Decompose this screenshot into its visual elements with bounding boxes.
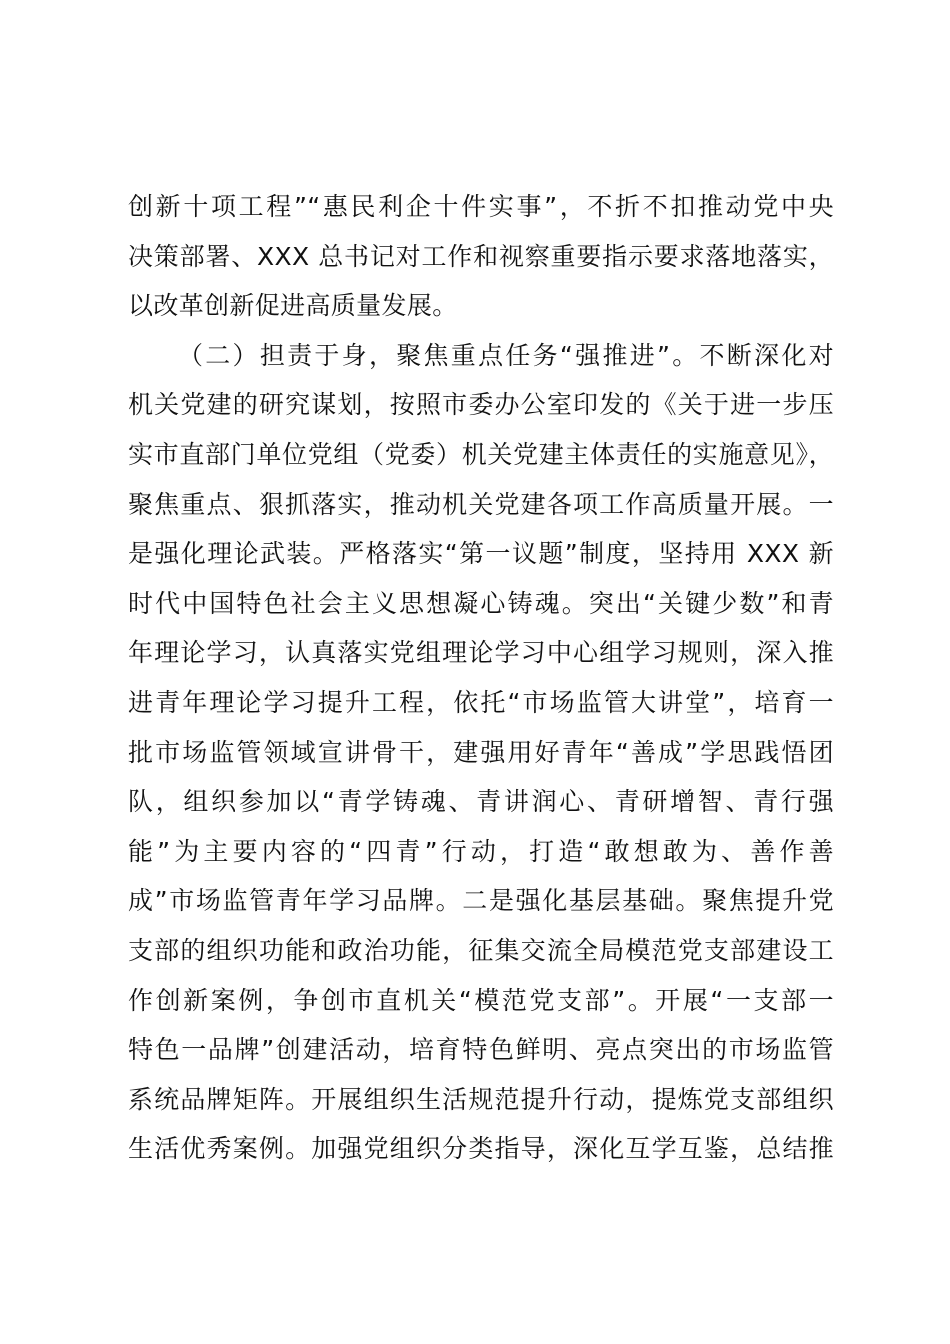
text-line: 决策部署、XXX 总书记对工作和视察重要指示要求落地落实， <box>128 241 834 271</box>
text-line: 年理论学习，认真落实党组理论学习中心组学习规则，深入推 <box>128 638 834 668</box>
text-line <box>128 1174 834 1224</box>
text-line: 创新十项工程”“惠民利企十件实事”，不折不扣推动党中央 <box>128 192 834 221</box>
text-line: 实市直部门单位党组（党委）机关党建主体责任的实施意见》， <box>128 439 834 469</box>
paragraph-continuation <box>128 182 834 331</box>
text-line: 是强化理论武装。严格落实“第一议题”制度，坚持用 XXX 新 <box>128 539 834 569</box>
text-line: 聚焦重点、狠抓落实，推动机关党建各项工作高质量开展。一 <box>128 489 834 519</box>
paragraph-section-two <box>128 331 834 1224</box>
text-line: （二）担责于身，聚焦重点任务“强推进”。不断深化对 <box>178 340 834 370</box>
text-line: 生活优秀案例。加强党组织分类指导，深化互学互鉴，总结推 <box>128 1134 834 1164</box>
body-text <box>128 182 834 1223</box>
text-line: 时代中国特色社会主义思想凝心铸魂。突出“关键少数”和青 <box>128 588 834 618</box>
text-line: 队，组织参加以“青学铸魂、青讲润心、青研增智、青行强 <box>128 787 834 817</box>
text-line: 系统品牌矩阵。开展组织生活规范提升行动，提炼党支部组织 <box>128 1084 834 1114</box>
text-line: 机关党建的研究谋划，按照市委办公室印发的《关于进一步压 <box>128 390 834 420</box>
text-line: 批市场监管领域宣讲骨干，建强用好青年“善成”学思践悟团 <box>128 737 834 767</box>
text-line: 进青年理论学习提升工程，依托“市场监管大讲堂”，培育一 <box>128 687 834 717</box>
text-line: 能”为主要内容的“四青”行动，打造“敢想敢为、善作善 <box>128 836 834 866</box>
text-line: 作创新案例，争创市直机关“模范党支部”。开展“一支部一 <box>128 985 834 1015</box>
text-line: 以改革创新促进高质量发展。 <box>128 291 458 321</box>
text-line: 成”市场监管青年学习品牌。二是强化基层基础。聚焦提升党 <box>128 886 834 916</box>
text-line: 支部的组织功能和政治功能，征集交流全局模范党支部建设工 <box>128 935 834 965</box>
text-line: 特色一品牌”创建活动，培育特色鲜明、亮点突出的市场监管 <box>128 1035 834 1065</box>
